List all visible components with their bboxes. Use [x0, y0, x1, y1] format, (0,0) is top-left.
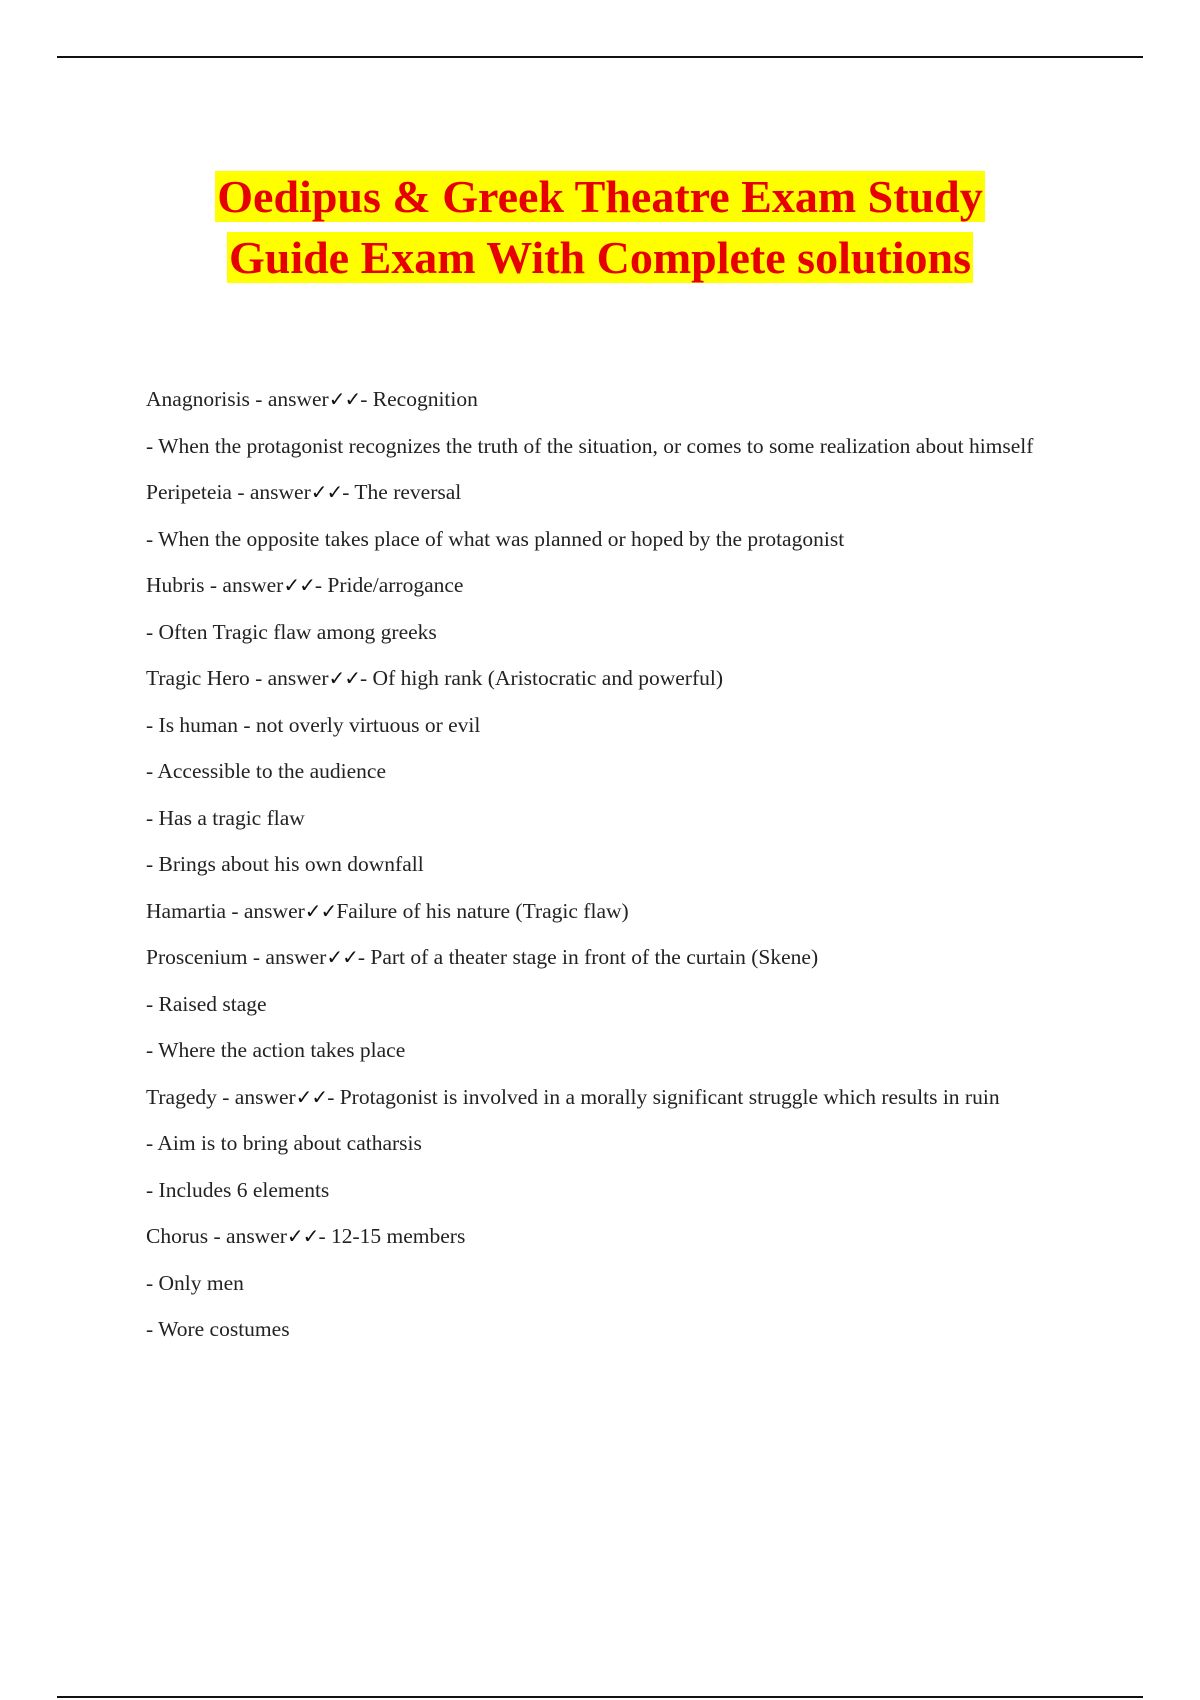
answer-text: - Protagonist is involved in a morally significant struggle which results in ruin	[327, 1084, 1000, 1109]
flashcard-term-entry	[146, 1221, 1076, 1251]
title-line-2-wrap	[0, 227, 1200, 288]
term-label: Peripeteia - answer	[146, 480, 311, 504]
answer-detail-line: - Is human - not overly virtuous or evil	[146, 712, 481, 737]
header-rule	[57, 56, 1143, 58]
flashcard-term-entry	[146, 663, 1076, 693]
double-check-icon: ✓✓	[304, 898, 337, 923]
flashcard-term-entry	[146, 477, 1076, 507]
double-check-icon: ✓✓	[328, 387, 361, 411]
term-label: Tragic Hero - answer	[146, 666, 329, 690]
footer-rule	[57, 1696, 1143, 1698]
title-line-1-wrap	[0, 166, 1200, 227]
double-check-icon: ✓✓	[295, 1084, 328, 1109]
title-line-2: Guide Exam With Complete solutions	[228, 232, 972, 283]
answer-detail-line: - Often Tragic flaw among greeks	[146, 619, 437, 644]
term-label: Proscenium - answer	[146, 945, 327, 969]
answer-detail-line: - Only men	[146, 1270, 244, 1295]
answer-detail-line: - When the protagonist recognizes the truth of the situation, or comes to some realization about himself	[146, 433, 1034, 458]
answer-detail-line: - Where the action takes place	[146, 1038, 406, 1062]
double-check-icon: ✓✓	[310, 480, 343, 504]
term-label: Hamartia - answer	[146, 898, 305, 923]
answer-detail-line: - Includes 6 elements	[146, 1177, 330, 1202]
answer-text: - Of high rank (Aristocratic and powerful)	[360, 666, 723, 690]
double-check-icon: ✓✓	[328, 666, 361, 690]
flashcard-term-entry	[146, 570, 1076, 600]
term-label: Hubris - answer	[146, 573, 284, 597]
answer-text: - Recognition	[360, 387, 478, 411]
answer-detail-line: - Raised stage	[146, 991, 267, 1016]
answer-detail-line: - Accessible to the audience	[146, 759, 386, 783]
answer-detail-line: - When the opposite takes place of what was planned or hoped by the protagonist	[146, 526, 845, 551]
flashcard-term-entry	[146, 384, 1076, 414]
answer-text: - Pride/arrogance	[314, 573, 464, 597]
study-guide-body	[146, 384, 1076, 1361]
answer-detail-line: - Aim is to bring about catharsis	[146, 1131, 422, 1155]
answer-detail-line: - Brings about his own downfall	[146, 852, 424, 876]
answer-text: - The reversal	[342, 480, 462, 504]
title-line-1: Oedipus & Greek Theatre Exam Study	[217, 171, 983, 222]
double-check-icon: ✓✓	[326, 945, 358, 969]
document-title	[0, 166, 1200, 288]
answer-detail-line: - Has a tragic flaw	[146, 805, 305, 830]
term-label: Chorus - answer	[146, 1224, 287, 1248]
flashcard-term-entry	[146, 942, 1076, 972]
answer-text: - 12-15 members	[318, 1224, 466, 1248]
term-label: Anagnorisis - answer	[146, 387, 329, 411]
answer-detail-line: - Wore costumes	[146, 1317, 290, 1341]
double-check-icon: ✓✓	[283, 573, 315, 597]
flashcard-term-entry	[146, 896, 1076, 926]
flashcard-term-entry	[146, 1082, 1076, 1112]
answer-text: Failure of his nature (Tragic flaw)	[336, 898, 629, 923]
double-check-icon: ✓✓	[286, 1224, 319, 1248]
term-label: Tragedy - answer	[146, 1084, 296, 1109]
answer-text: - Part of a theater stage in front of the curtain (Skene)	[357, 945, 819, 969]
